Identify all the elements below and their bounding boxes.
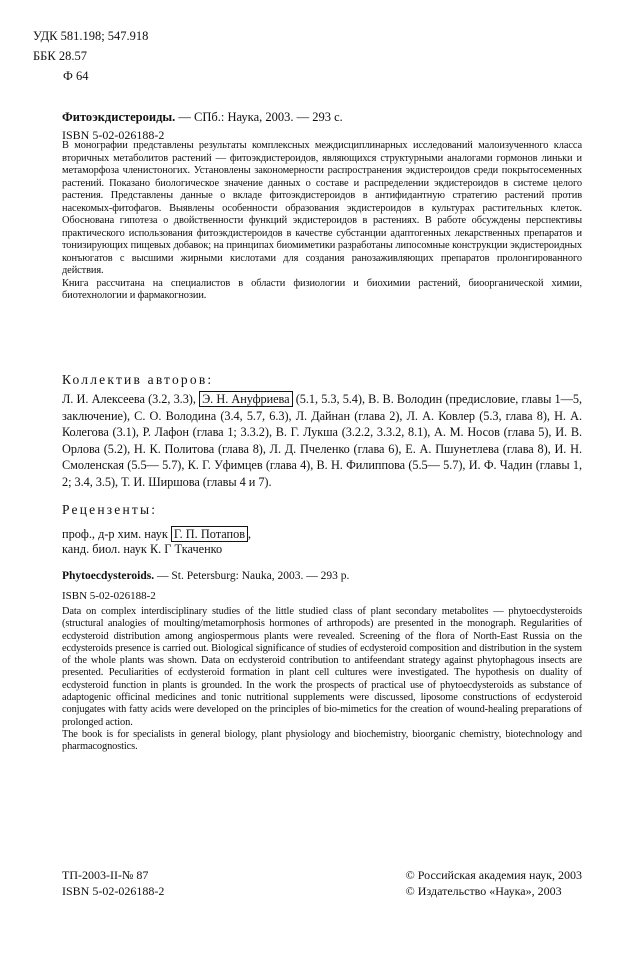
en-abstract-text: Data on complex interdisciplinary studies of the little studied class of plant secondary metabolites — phytoecdysteroids (structural analogies of moulting/metamorphosis hormones of arthropods) are presented in the monograph. Regularities of ecdysteroid distribution among angiospermous plants were revealed. Screening of the flora of North-East Russia on the ecdysteroids presence is carried out. Biological significance of studies of ecdysteroid composition and distribution in the system of the whole plants was shown. Data on ecdysteroid contribution to antifeendant strategy against phytophagous insects are presented. Peculiarities of ecdysteroid formation in plant cell cultures were investigated. The hypothesis on duality of ecdysteroid function in plants is grounded. In the work the prospects of practical use of phytoecdysteroids as substance of adaptogenic officinal medicines and tonic nutritional supplements were discussed, liposome constructions of ecdysteroid conjugates with fatty acids were developed on the principles of bio-mimetics for the creation of wound-healing preparations of prolonged action. <box>62 606 582 728</box>
en-citation <box>62 568 582 584</box>
reviewer1-title: проф., д-р хим. наук <box>62 527 168 541</box>
reviewers-heading: Рецензенты: <box>62 502 158 517</box>
author-mark: Ф 64 <box>63 69 89 83</box>
en-imprint: — St. Petersburg: Nauka, 2003. — 293 p. <box>154 570 350 582</box>
footer-right <box>406 867 582 899</box>
ru-isbn: ISBN 5-02-026188-2 <box>62 128 165 142</box>
footer-left <box>62 867 164 899</box>
authors-heading: Коллектив авторов: <box>62 372 214 387</box>
authors-text-rest: (5.1, 5.3, 5.4), В. В. Володин (предисловие, главы 1—5, заключение), С. О. Володина (3.4, 5.7, 6.3), Л. Дайнан (глава 2), Л. А. Ковлер (5.3, глава 8), Н. А. Колегова (3.1), Р. Лафон (глава 1; 3.3.2), В. Г. Лукша (3.2.2, 3.3.2, 8.1), А. М. Носов (глава 5), И. В. Орлова (5.2), Н. К. Политова (глава 8), Л. Д. Пчеленко (глава 6), Е. А. Пшунетлева (глава 8), И. Н. Смоленская (5.5— 5.7), К. Г. Уфимцев (глава 4), В. Н. Филиппова (5.5— 5.7), И. Ф. Чадин (главы 1, 2; 3.4, 3.5), Т. И. Ширшова (главы 4 и 7). <box>62 392 582 489</box>
reviewer1-name: Г. П. Потапов <box>171 526 248 542</box>
copyright-academy: © Российская академия наук, 2003 <box>405 868 582 882</box>
bbk-code: ББК 28.57 <box>33 49 87 63</box>
udk-code: УДК 581.198; 547.918 <box>33 29 149 43</box>
ru-citation <box>62 109 582 143</box>
ru-imprint: — СПб.: Наука, 2003. — 293 с. <box>175 110 343 124</box>
boxed-author-name: Э. Н. Ануфриева <box>199 391 292 407</box>
en-audience: The book is for specialists in general biology, plant physiology and biochemistry, bioorganic chemistry, biotechnology and pharmacognostics. <box>62 728 582 753</box>
reviewers-list <box>62 527 582 557</box>
ru-abstract-text: В монографии представлены результаты комплексных междисциплинарных исследований малоизученного класса вторичных метаболитов растений — фитоэкдистероидов, являющихся структурными аналогами гормонов линьки и метаморфоза членистоногих. Установлены закономерности распространения экдистероидов среди покрытосеменных растений. Показано биологическое значение данных о составе и распределении экдистероидов в системе целого растения. Представлены данные о вкладе фитоэкдистероидов в антифидантную стратегию растений против насекомых-фитофагов. Выявлены особенности образования экдистероидов в культурах растительных клеток. Обоснована гипотеза о двойственности функций экдистероидов в растениях. В работе обсуждены перспективы практического использования фитоэкдистероидов в качестве субстанции адаптогенных лекарственных препаратов и тонизирующих пищевых добавок; на принципах биомиметики разработаны липосомные конструкции экдистероидных конъюгатов с высшими жирными кислотами для создания ранозаживляющих препаратов пролонгированного действия. <box>62 140 582 276</box>
copyright-publisher: © Издательство «Наука», 2003 <box>405 884 562 898</box>
authors-list <box>62 391 582 490</box>
ru-audience: Книга рассчитана на специалистов в области физиологии и биохимии растений, биоорганической химии, биотехнологии и фармакогнозии. <box>62 277 582 301</box>
ru-abstract <box>62 140 582 303</box>
ru-title: Фитоэкдистероиды. <box>62 110 176 124</box>
footer-isbn: ISBN 5-02-026188-2 <box>62 884 165 898</box>
en-abstract <box>62 606 582 754</box>
authors-text-start: Л. И. Алексеева (3.2, 3.3), <box>62 392 196 406</box>
plan-number: ТП-2003-II-№ 87 <box>62 868 149 882</box>
reviewer1-comma: , <box>248 527 252 541</box>
en-isbn: ISBN 5-02-026188-2 <box>62 590 156 602</box>
reviewer2: канд. биол. наук К. Г Ткаченко <box>62 542 223 556</box>
en-title: Phytoecdysteroids. <box>62 570 155 582</box>
classification-codes <box>33 26 148 86</box>
